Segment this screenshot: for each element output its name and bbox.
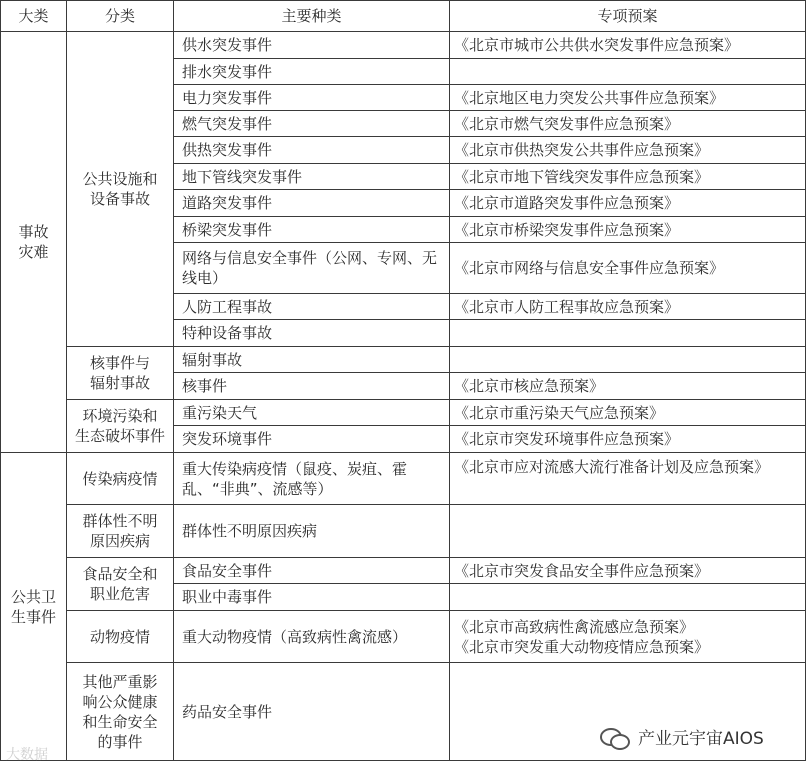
table-row [1,400,806,426]
type-cell: 核事件 [174,373,450,400]
plan-cell: 《北京市燃气突发事件应急预案》 [450,111,806,137]
subcat-other: 其他严重影 响公众健康 和生命安全 的事件 [67,663,174,761]
plan-cell: 《北京市供热突发公共事件应急预案》 [450,137,806,164]
type-cell: 群体性不明原因疾病 [174,505,450,558]
subcat-unknown-disease: 群体性不明 原因疾病 [67,505,174,558]
subcat-environment: 环境污染和 生态破坏事件 [67,400,174,453]
plan-cell: 《北京市突发食品安全事件应急预案》 [450,558,806,584]
type-cell: 道路突发事件 [174,190,450,217]
type-cell: 地下管线突发事件 [174,164,450,190]
subcat-infectious: 传染病疫情 [67,453,174,505]
group-accident: 事故 灾难 [1,32,67,453]
plan-cell: 《北京市网络与信息安全事件应急预案》 [450,243,806,294]
header-row [1,1,806,32]
type-cell: 重大传染病疫情（鼠疫、炭疽、霍乱、“非典”、流感等） [174,453,450,505]
header-main-type: 主要种类 [174,1,450,32]
plan-cell: 《北京市道路突发事件应急预案》 [450,190,806,217]
subcat-animal: 动物疫情 [67,611,174,663]
plan-cell [450,584,806,611]
type-cell: 供水突发事件 [174,32,450,59]
type-cell: 药品安全事件 [174,663,450,761]
table-row [1,453,806,505]
subcat-facility: 公共设施和 设备事故 [67,32,174,347]
header-subcategory: 分类 [67,1,174,32]
type-cell: 重大动物疫情（高致病性禽流感） [174,611,450,663]
type-cell: 供热突发事件 [174,137,450,164]
plan-cell: 《北京市重污染天气应急预案》 [450,400,806,426]
type-cell: 食品安全事件 [174,558,450,584]
type-cell: 网络与信息安全事件（公网、专网、无线电） [174,243,450,294]
watermark-left: 大数据 [6,747,48,763]
watermark-text: 产业元宇宙AIOS [638,729,764,749]
plan-cell: 《北京市高致病性禽流感应急预案》 《北京市突发重大动物疫情应急预案》 [450,611,806,663]
type-cell: 职业中毒事件 [174,584,450,611]
plan-cell [450,505,806,558]
table-row [1,505,806,558]
wechat-icon [600,726,630,748]
type-cell: 重污染天气 [174,400,450,426]
watermark-right [600,724,764,749]
table-row [1,32,806,59]
type-cell: 人防工程事故 [174,294,450,320]
type-cell: 燃气突发事件 [174,111,450,137]
subcat-food-safety: 食品安全和 职业危害 [67,558,174,611]
type-cell: 排水突发事件 [174,59,450,85]
plan-cell [450,347,806,373]
plan-cell: 《北京市桥梁突发事件应急预案》 [450,217,806,243]
type-cell: 辐射事故 [174,347,450,373]
type-cell: 电力突发事件 [174,85,450,111]
plan-cell: 《北京市核应急预案》 [450,373,806,400]
table-row [1,347,806,373]
type-cell: 桥梁突发事件 [174,217,450,243]
plan-cell: 《北京市城市公共供水突发事件应急预案》 [450,32,806,59]
group-health: 公共卫 生事件 [1,453,67,761]
table-row [1,558,806,584]
header-special-plan: 专项预案 [450,1,806,32]
subcat-nuclear: 核事件与 辐射事故 [67,347,174,400]
plan-cell: 《北京地区电力突发公共事件应急预案》 [450,85,806,111]
header-category: 大类 [1,1,67,32]
type-cell: 特种设备事故 [174,320,450,347]
plan-cell: 《北京市地下管线突发事件应急预案》 [450,164,806,190]
type-cell: 突发环境事件 [174,426,450,453]
plan-cell: 《北京市应对流感大流行准备计划及应急预案》 [450,453,806,505]
plan-cell: 《北京市突发环境事件应急预案》 [450,426,806,453]
plan-cell [450,59,806,85]
table-row [1,611,806,663]
plan-cell: 《北京市人防工程事故应急预案》 [450,294,806,320]
plan-cell [450,320,806,347]
